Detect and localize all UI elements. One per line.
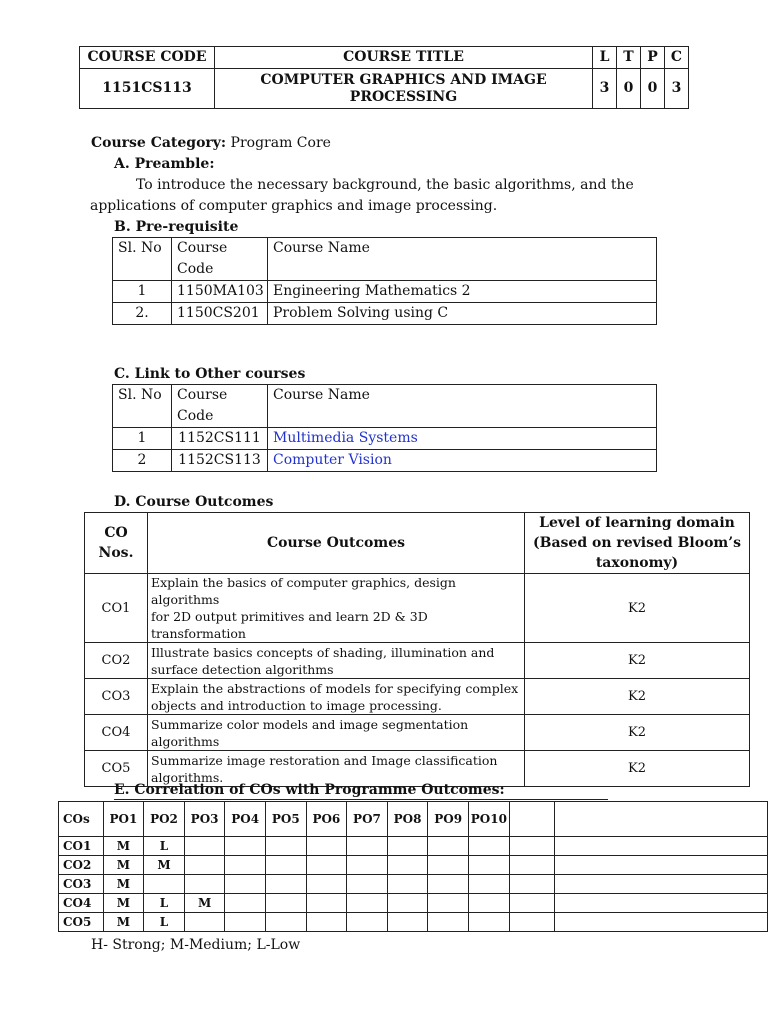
- c-value: 3: [665, 69, 689, 109]
- co-number: CO2: [85, 643, 148, 679]
- correlation-heading: E. Correlation of COs with Programme Outcomes:: [114, 782, 505, 798]
- table-row: [113, 303, 657, 325]
- co-no-header: [85, 513, 148, 574]
- correlation-cell: [347, 856, 388, 875]
- co-level: K2: [525, 715, 750, 751]
- co-description: [148, 643, 525, 679]
- table-row: [113, 281, 657, 303]
- links-name-link[interactable]: Computer Vision: [268, 450, 657, 472]
- prereq-sl: 1: [113, 281, 172, 303]
- table-row: [59, 875, 768, 894]
- correlation-cell: [387, 837, 428, 856]
- correlation-cell: [428, 856, 469, 875]
- co-description-line: surface detection algorithms: [151, 661, 334, 677]
- prereq-code-header-line1: Course: [177, 240, 228, 256]
- correlation-cell: [468, 913, 509, 932]
- level-header-line3: taxonomy): [595, 555, 679, 571]
- links-sl: 2: [113, 450, 172, 472]
- table-header-row: [113, 385, 657, 428]
- table-row: [113, 450, 657, 472]
- correlation-cell: [347, 894, 388, 913]
- correlation-cell: [265, 837, 306, 856]
- correlation-cell: [225, 837, 266, 856]
- links-name-link[interactable]: Multimedia Systems: [268, 428, 657, 450]
- l-header: L: [593, 47, 617, 69]
- correlation-cell: [428, 894, 469, 913]
- correlation-cell: [468, 856, 509, 875]
- correlation-cell: [306, 837, 347, 856]
- prereq-slno-header: Sl. No: [113, 238, 172, 281]
- prereq-sl: 2.: [113, 303, 172, 325]
- correlation-cell: [225, 894, 266, 913]
- table-row: [113, 428, 657, 450]
- co-description-line: Explain the basics of computer graphics, design algorithms: [151, 575, 456, 607]
- correlation-cell: [347, 913, 388, 932]
- correlation-cell: [428, 875, 469, 894]
- correlation-cell: [509, 894, 554, 913]
- correlation-cell: [306, 913, 347, 932]
- po-header-cell: PO3: [184, 802, 225, 837]
- correlation-cell: [144, 875, 185, 894]
- prereq-code: 1150MA103: [172, 281, 268, 303]
- correlation-cell: [509, 875, 554, 894]
- table-row: [85, 679, 750, 715]
- outcomes-heading: D. Course Outcomes: [114, 494, 274, 510]
- correlation-cell: [387, 875, 428, 894]
- course-category: [91, 133, 331, 153]
- correlation-cell: [184, 875, 225, 894]
- po-header-cell: PO1: [103, 802, 144, 837]
- correlation-cell: [184, 856, 225, 875]
- po-header-cell: PO6: [306, 802, 347, 837]
- co-level: K2: [525, 643, 750, 679]
- co-label-cell: CO3: [59, 875, 104, 894]
- correlation-cell: M: [103, 913, 144, 932]
- preamble-line1: To introduce the necessary background, the basic algorithms, and the: [136, 177, 634, 193]
- t-value: 0: [617, 69, 641, 109]
- co-description-line: objects and introduction to image processing.: [151, 697, 442, 713]
- po-header-cell: [555, 802, 768, 837]
- co-label-cell: CO5: [59, 913, 104, 932]
- correlation-cell: [555, 875, 768, 894]
- table-header-row: [85, 513, 750, 574]
- table-row: [59, 913, 768, 932]
- correlation-cell: L: [144, 913, 185, 932]
- co-number: CO5: [85, 751, 148, 787]
- po-header-cell: PO10: [468, 802, 509, 837]
- correlation-legend: H- Strong; M-Medium; L-Low: [91, 937, 301, 953]
- po-header-cell: PO9: [428, 802, 469, 837]
- correlation-cell: [184, 837, 225, 856]
- course-code-value: 1151CS113: [80, 69, 215, 109]
- course-title-value: [215, 69, 593, 109]
- correlation-cell: [265, 894, 306, 913]
- correlation-cell: [347, 875, 388, 894]
- correlation-cell: [265, 913, 306, 932]
- co-no-header-line2: Nos.: [98, 545, 134, 561]
- co-no-header-line1: CO: [104, 525, 128, 541]
- correlation-cell: [555, 894, 768, 913]
- heading-underline: [114, 799, 608, 800]
- co-number: CO4: [85, 715, 148, 751]
- course-category-value: Program Core: [226, 135, 331, 151]
- links-code-header-line2: Code: [177, 408, 214, 424]
- links-slno-header: Sl. No: [113, 385, 172, 428]
- table-row: [59, 856, 768, 875]
- po-header-cell: PO4: [225, 802, 266, 837]
- correlation-table: [58, 801, 768, 932]
- prereq-code: 1150CS201: [172, 303, 268, 325]
- prereq-name: Problem Solving using C: [268, 303, 657, 325]
- table-row: [59, 894, 768, 913]
- correlation-cell: [555, 837, 768, 856]
- table-row: [85, 715, 750, 751]
- co-description-line: Illustrate basics concepts of shading, illumination and: [151, 644, 495, 660]
- links-code: 1152CS111: [172, 428, 268, 450]
- course-header-table: [79, 46, 689, 109]
- po-header-cell: PO5: [265, 802, 306, 837]
- prereq-name-header: Course Name: [268, 238, 657, 281]
- correlation-cell: L: [144, 894, 185, 913]
- co-level: K2: [525, 574, 750, 643]
- p-value: 0: [641, 69, 665, 109]
- correlation-cell: [387, 894, 428, 913]
- correlation-cell: [428, 837, 469, 856]
- links-code-header: [172, 385, 268, 428]
- correlation-cell: [265, 875, 306, 894]
- correlation-cell: [555, 856, 768, 875]
- links-code-header-line1: Course: [177, 387, 228, 403]
- correlation-cell: M: [103, 837, 144, 856]
- co-description-line: for 2D output primitives and learn 2D & 3D transformation: [151, 609, 428, 641]
- correlation-cell: [225, 875, 266, 894]
- table-row: [85, 574, 750, 643]
- correlation-cell: [387, 913, 428, 932]
- correlation-cell: [306, 894, 347, 913]
- po-header-cell: PO2: [144, 802, 185, 837]
- level-header-line2: (Based on revised Bloom’s: [533, 535, 741, 551]
- correlation-cell: [468, 894, 509, 913]
- correlation-cell: [225, 913, 266, 932]
- correlation-cell: [265, 856, 306, 875]
- prereq-heading: B. Pre-requisite: [114, 219, 239, 235]
- correlation-cell: [347, 837, 388, 856]
- correlation-cell: [428, 913, 469, 932]
- outcomes-table: [84, 512, 750, 787]
- po-header-cell: [509, 802, 554, 837]
- co-number: CO3: [85, 679, 148, 715]
- co-description-line: algorithms: [151, 733, 220, 749]
- correlation-cell: [306, 856, 347, 875]
- co-description: [148, 679, 525, 715]
- correlation-cell: [184, 913, 225, 932]
- correlation-cell: [225, 856, 266, 875]
- prereq-name: Engineering Mathematics 2: [268, 281, 657, 303]
- co-number: CO1: [85, 574, 148, 643]
- co-label-cell: CO1: [59, 837, 104, 856]
- course-title-line1: COMPUTER GRAPHICS AND IMAGE: [260, 71, 547, 88]
- table-header-row: [59, 802, 768, 837]
- prereq-code-header-line2: Code: [177, 261, 214, 277]
- correlation-cell: [306, 875, 347, 894]
- co-description-line: Explain the abstractions of models for specifying complex: [151, 680, 519, 696]
- course-code-header: COURSE CODE: [80, 47, 215, 69]
- outcomes-header: Course Outcomes: [148, 513, 525, 574]
- course-title-header: COURSE TITLE: [215, 47, 593, 69]
- preamble-heading: A. Preamble:: [114, 156, 215, 172]
- table-row: [85, 643, 750, 679]
- p-header: P: [641, 47, 665, 69]
- correlation-cell: M: [144, 856, 185, 875]
- co-description: [148, 715, 525, 751]
- preamble-line2: applications of computer graphics and image processing.: [90, 198, 498, 214]
- c-header: C: [665, 47, 689, 69]
- correlation-cell: [468, 875, 509, 894]
- co-description: [148, 574, 525, 643]
- correlation-cell: [509, 837, 554, 856]
- correlation-cell: M: [103, 856, 144, 875]
- co-description-line: Summarize color models and image segmentation: [151, 716, 469, 732]
- correlation-cell: M: [103, 894, 144, 913]
- table-row: [59, 837, 768, 856]
- l-value: 3: [593, 69, 617, 109]
- links-name-header: Course Name: [268, 385, 657, 428]
- course-title-line2: PROCESSING: [349, 88, 458, 105]
- links-heading: C. Link to Other courses: [114, 366, 306, 382]
- co-label-cell: CO4: [59, 894, 104, 913]
- table-header-row: [113, 238, 657, 281]
- prereq-code-header: [172, 238, 268, 281]
- po-header-cell: PO8: [387, 802, 428, 837]
- co-level: K2: [525, 679, 750, 715]
- links-table: [112, 384, 657, 472]
- co-level: K2: [525, 751, 750, 787]
- correlation-cell: [509, 856, 554, 875]
- po-header-cell: PO7: [347, 802, 388, 837]
- correlation-cell: M: [103, 875, 144, 894]
- course-category-label: Course Category:: [91, 135, 227, 151]
- links-sl: 1: [113, 428, 172, 450]
- correlation-cell: M: [184, 894, 225, 913]
- correlation-cell: [509, 913, 554, 932]
- links-code: 1152CS113: [172, 450, 268, 472]
- correlation-cell: [468, 837, 509, 856]
- correlation-cell: [555, 913, 768, 932]
- prereq-table: [112, 237, 657, 325]
- co-description-line: algorithms.: [151, 769, 224, 785]
- level-header: [525, 513, 750, 574]
- co-description-line: Summarize image restoration and Image classification: [151, 752, 498, 768]
- co-label-cell: CO2: [59, 856, 104, 875]
- level-header-line1: Level of learning domain: [539, 515, 735, 531]
- correlation-cell: [387, 856, 428, 875]
- po-header-cell: COs: [59, 802, 104, 837]
- correlation-cell: L: [144, 837, 185, 856]
- t-header: T: [617, 47, 641, 69]
